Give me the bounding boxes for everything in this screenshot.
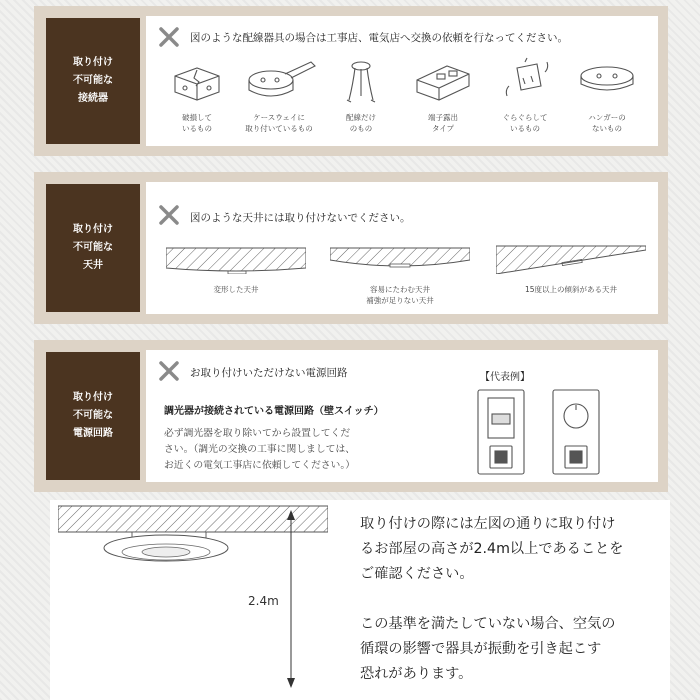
tag-line: 天井 [83,260,103,271]
dimmer-slider-switch-icon [476,388,526,476]
panel-card [146,16,658,146]
fixture-caption: 端子露出 タイプ [428,113,458,133]
prohibited-x-icon [158,26,180,48]
fixture-item [568,56,646,134]
weak-ceiling-icon [330,244,470,274]
fixture-item [240,56,318,134]
fixture-item [322,56,400,134]
panel-heading: お取り付けいただけない電源回路 [190,367,348,379]
fixture-caption: 配線だけ のもの [346,113,376,133]
tag-line: 取り付け [73,392,113,403]
fixture-caption: ケースウェイに 取り付いているもの [245,113,313,133]
prohibited-x-icon [158,360,180,382]
tag-line: 不可能な [73,242,113,253]
panel-power-circuit [34,340,668,492]
dimmer-dial-switch-icon [551,388,601,476]
loose-connector-icon [495,56,555,108]
panel-ceiling [34,172,668,324]
tag-line: 電源回路 [73,428,113,439]
panel-subheading: 調光器が接続されている電源回路（壁スイッチ） [164,406,384,417]
panel-body: 必ず調光器を取り除いてから設置してくだ さい。（調光の交換の工事に関しましては、 お近くの電気工事店に依頼してください。） [164,428,356,471]
tag-line: 接続器 [78,93,108,104]
tag-line: 取り付け [73,57,113,68]
fixture-caption: ぐらぐらして いるもの [502,113,548,133]
panel-connectors [34,6,668,156]
ceiling-item [496,244,646,295]
fixture-caption: 破損して いるもの [182,113,212,133]
panel-heading: 図のような配線器具の場合は工事店、電気店へ交換の依頼を行なってください。 [190,32,568,44]
sloped-ceiling-icon [496,244,646,274]
ceiling-caption: 容易にたわむ天井 補強が足りない天井 [366,285,434,305]
example-label: 【代表例】 [480,372,530,383]
case-way-connector-icon [241,56,317,108]
ceiling-caption: 変形した天井 [213,285,259,294]
deformed-ceiling-icon [166,244,306,274]
exposed-terminal-icon [411,56,475,108]
panel-tag [46,352,140,480]
prohibited-x-icon [158,204,180,226]
ceiling-item [166,244,306,295]
tag-line: 取り付け [73,224,113,235]
ceiling-caption: 15度以上の傾斜がある天井 [524,285,618,294]
tag-line: 不可能な [73,75,113,86]
bare-wiring-icon [341,56,381,108]
fixture-item [158,56,236,134]
ceiling-item [330,244,470,306]
panel-heading: 図のような天井には取り付けないでください。 [190,212,411,224]
tag-line: 不可能な [73,410,113,421]
panel-tag [46,18,140,144]
hanger-missing-icon [575,56,639,108]
ceiling-height-diagram [58,500,328,700]
fixture-item [486,56,564,134]
panel-tag [46,184,140,312]
panel-card [146,182,658,314]
broken-connector-icon [167,56,227,108]
fixture-item [404,56,482,134]
height-note-text: 取り付けの際には左図の通りに取り付け るお部屋の高さが2.4m以上であることを ご確認ください。 この基準を満たしていない場合、空気の 循環の影響で器具が振動を引き起こす 恐れがあります。 [360,516,624,682]
fixture-caption: ハンガーの ないもの [588,113,626,133]
height-label: 2.4m [248,594,279,608]
panel-card [146,350,658,482]
